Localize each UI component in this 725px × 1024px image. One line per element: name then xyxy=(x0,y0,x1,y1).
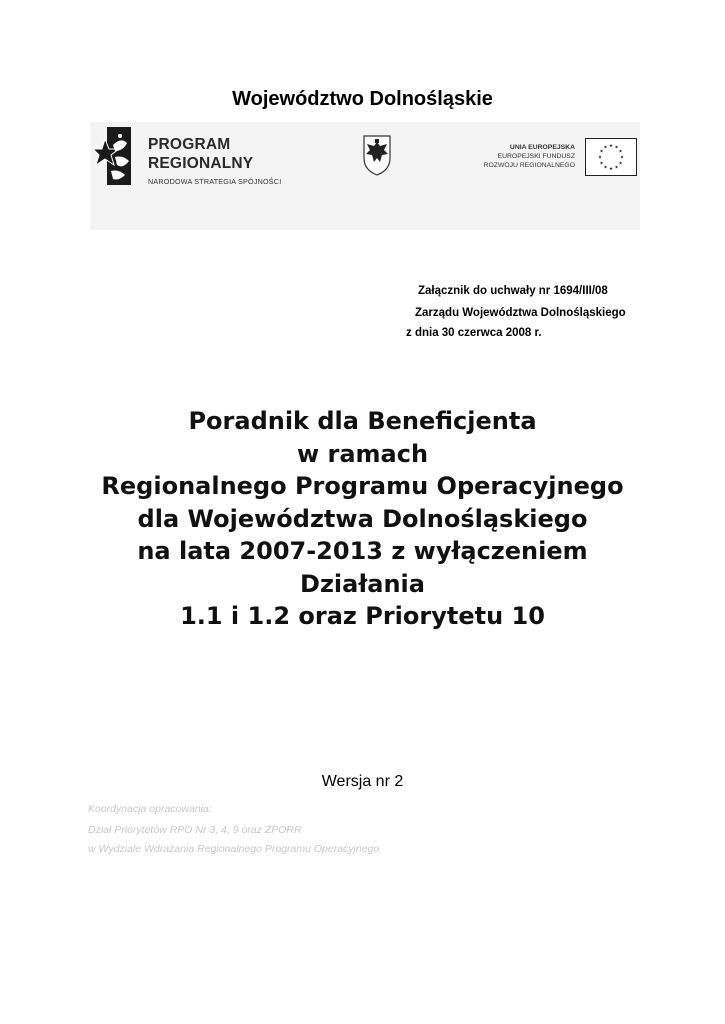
version-label: Wersja nr 2 xyxy=(321,773,404,790)
svg-text:★: ★ xyxy=(599,161,604,167)
document-title xyxy=(0,405,725,633)
title-line-7: 1.1 i 1.2 oraz Priorytetu 10 xyxy=(180,602,545,630)
svg-text:★: ★ xyxy=(608,144,614,149)
annex-board-line: Zarządu Województwa Dolnośląskiego xyxy=(415,307,626,319)
title-line-4: dla Województwa Dolnośląskiego xyxy=(137,504,588,533)
eu-logo-line1: UNIA EUROPEJSKA xyxy=(509,144,575,151)
eu-logo-line2: EUROPEJSKI FUNDUSZ xyxy=(497,153,575,160)
title-line-1: Poradnik dla Beneficjenta xyxy=(188,407,537,435)
svg-text:★: ★ xyxy=(618,161,623,167)
title-line-3: Regionalnego Programu Operacyjnego xyxy=(101,472,624,500)
title-line-6: Działania xyxy=(300,569,425,598)
region-header: Województwo Dolnośląskie xyxy=(232,88,493,110)
eu-logo-line3: ROZWOJU REGIONALNEGO xyxy=(483,162,575,169)
coordination-division: w Wydziale Wdrażania Regionalnego Programu Operacyjnego xyxy=(88,843,380,855)
svg-text:★: ★ xyxy=(618,149,623,155)
svg-text:★: ★ xyxy=(614,165,619,171)
title-line-5: na lata 2007-2013 z wyłączeniem xyxy=(137,537,588,565)
svg-text:★: ★ xyxy=(603,165,608,171)
svg-text:★: ★ xyxy=(597,155,603,161)
svg-text:★: ★ xyxy=(603,145,608,151)
annex-resolution-line: Załącznik do uchwały nr 1694/III/08 xyxy=(418,285,608,297)
coordination-heading: Koordynacja opracowania: xyxy=(88,803,212,815)
eu-flag-icon xyxy=(585,138,637,176)
coordination-department: Dział Priorytetów RPO Nr 3, 4, 9 oraz ZPORR xyxy=(88,824,302,836)
svg-text:★: ★ xyxy=(608,167,614,172)
program-logo-line1: PROGRAM xyxy=(148,136,231,153)
annex-date-line: z dnia 30 czerwca 2008 r. xyxy=(406,327,542,339)
svg-text:★: ★ xyxy=(599,149,604,155)
program-logo-line2: REGIONALNY xyxy=(148,155,254,172)
title-line-2: w ramach xyxy=(296,439,429,468)
svg-text:★: ★ xyxy=(619,155,625,161)
program-regionalny-logo-icon xyxy=(93,125,135,187)
svg-text:★: ★ xyxy=(614,145,619,151)
program-logo-tagline: NARODOWA STRATEGIA SPÓJNOŚCI xyxy=(148,177,282,186)
